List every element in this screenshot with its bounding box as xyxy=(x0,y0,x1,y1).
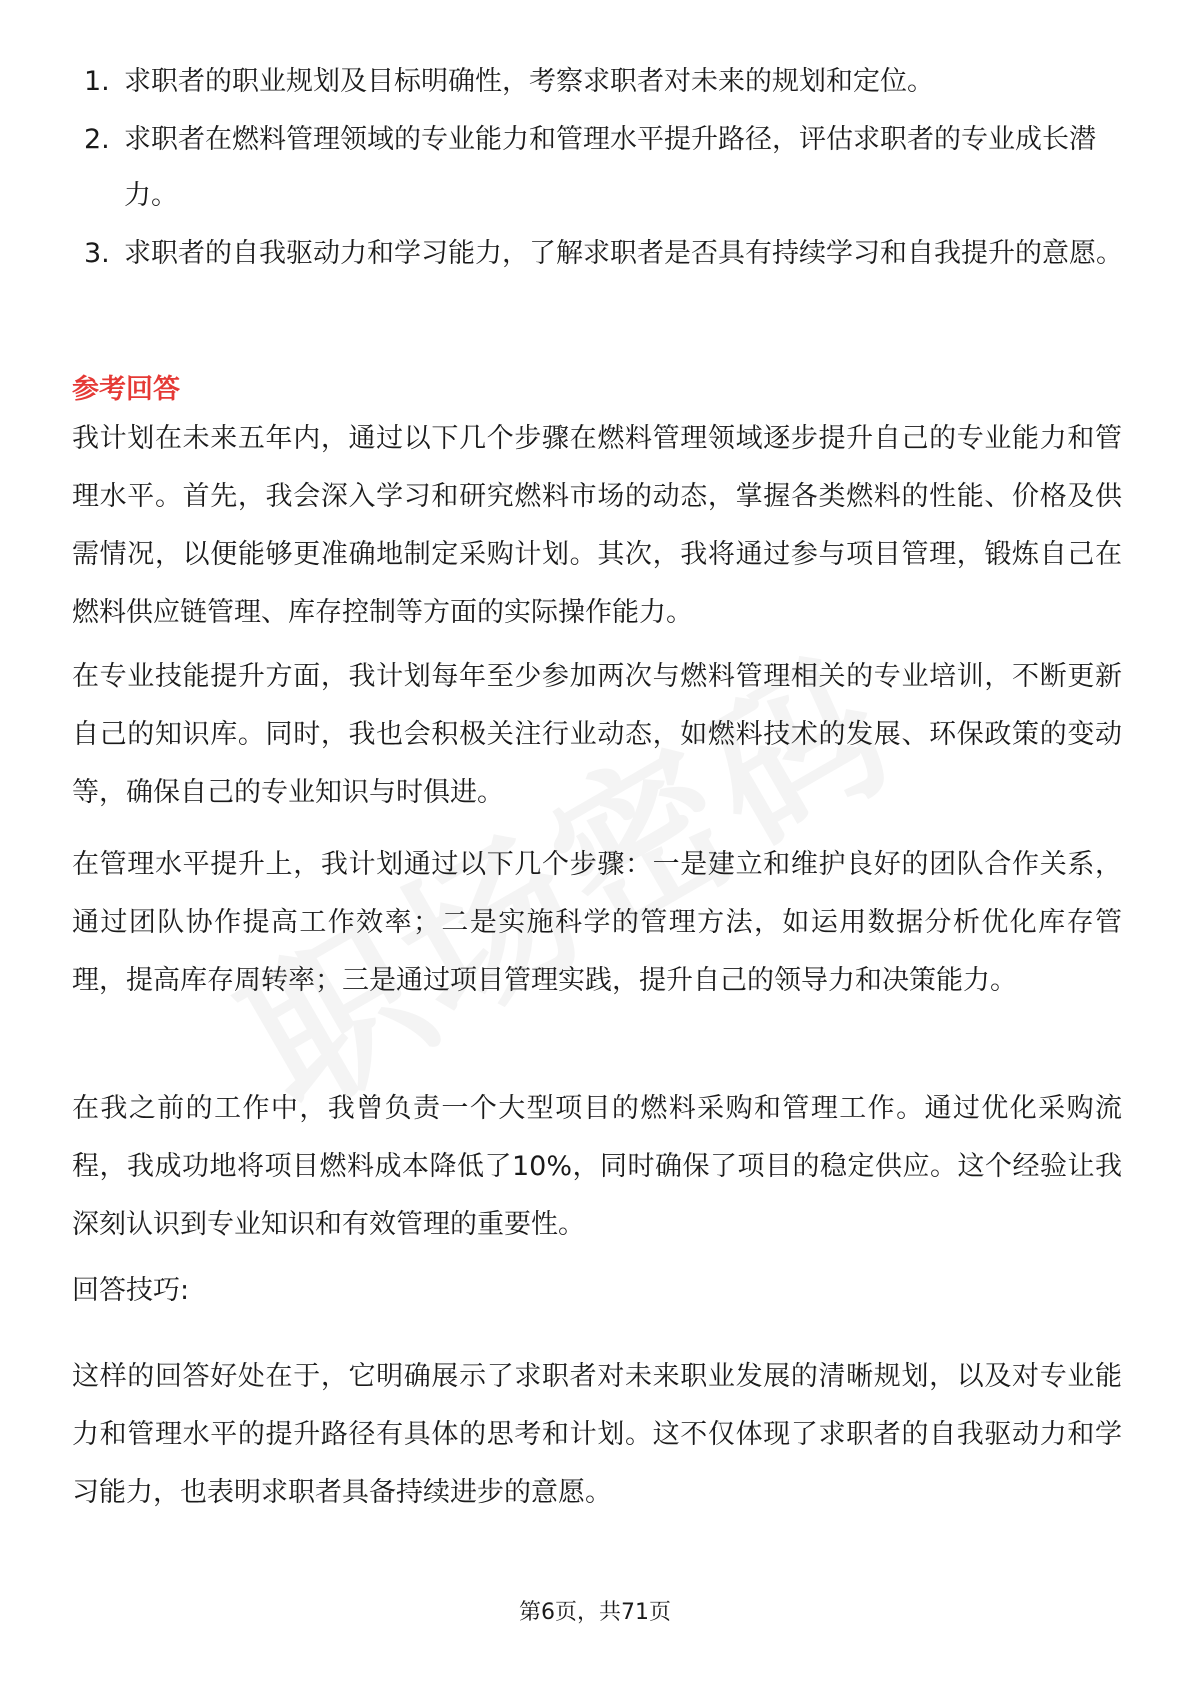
page-footer: 第6页，共71页 xyxy=(519,1600,671,1625)
paragraph: 在专业技能提升方面，我计划每年至少参加两次与燃料管理相关的专业培训，不断更新自己的知识库。同时，我也会积极关注行业动态，如燃料技术的发展、环保政策的变动等，确保自己的专业知识与时俱进。 xyxy=(72,661,1122,808)
list-item xyxy=(84,112,1124,224)
paragraph: 这样的回答好处在于，它明确展示了求职者对未来职业发展的清晰规划，以及对专业能力和管理水平的提升路径有具体的思考和计划。这不仅体现了求职者的自我驱动力和学习能力，也表明求职者具备持续进步的意愿。 xyxy=(72,1361,1122,1508)
section-title: 参考回答 xyxy=(72,374,180,405)
paragraph: 在我之前的工作中，我曾负责一个大型项目的燃料采购和管理工作。通过优化采购流程，我成功地将项目燃料成本降低了10%，同时确保了项目的稳定供应。这个经验让我深刻认识到专业知识和有效管理的重要性。 xyxy=(72,1093,1122,1240)
list-item-number: 2. xyxy=(84,124,110,155)
criteria-list xyxy=(84,54,1124,284)
paragraph: 我计划在未来五年内，通过以下几个步骤在燃料管理领域逐步提升自己的专业能力和管理水平。首先，我会深入学习和研究燃料市场的动态，掌握各类燃料的性能、价格及供需情况，以便能够更准确地制定采购计划。其次，我将通过参与项目管理，锻炼自己在燃料供应链管理、库存控制等方面的实际操作能力。 xyxy=(72,423,1122,628)
list-item-text: 求职者在燃料管理领域的专业能力和管理水平提升路径，评估求职者的专业成长潜力。 xyxy=(124,124,1096,211)
list-item xyxy=(84,54,1124,110)
list-item-text: 求职者的职业规划及目标明确性，考察求职者对未来的规划和定位。 xyxy=(124,66,934,97)
list-item-number: 1. xyxy=(84,66,110,97)
list-item xyxy=(84,226,1124,282)
paragraph: 在管理水平提升上，我计划通过以下几个步骤：一是建立和维护良好的团队合作关系，通过团队协作提高工作效率；二是实施科学的管理方法，如运用数据分析优化库存管理，提高库存周转率；三是通过项目管理实践，提升自己的领导力和决策能力。 xyxy=(72,849,1122,996)
tips-heading: 回答技巧: xyxy=(72,1275,190,1306)
list-item-number: 3. xyxy=(84,238,110,269)
list-item-text: 求职者的自我驱动力和学习能力，了解求职者是否具有持续学习和自我提升的意愿。 xyxy=(124,238,1123,269)
